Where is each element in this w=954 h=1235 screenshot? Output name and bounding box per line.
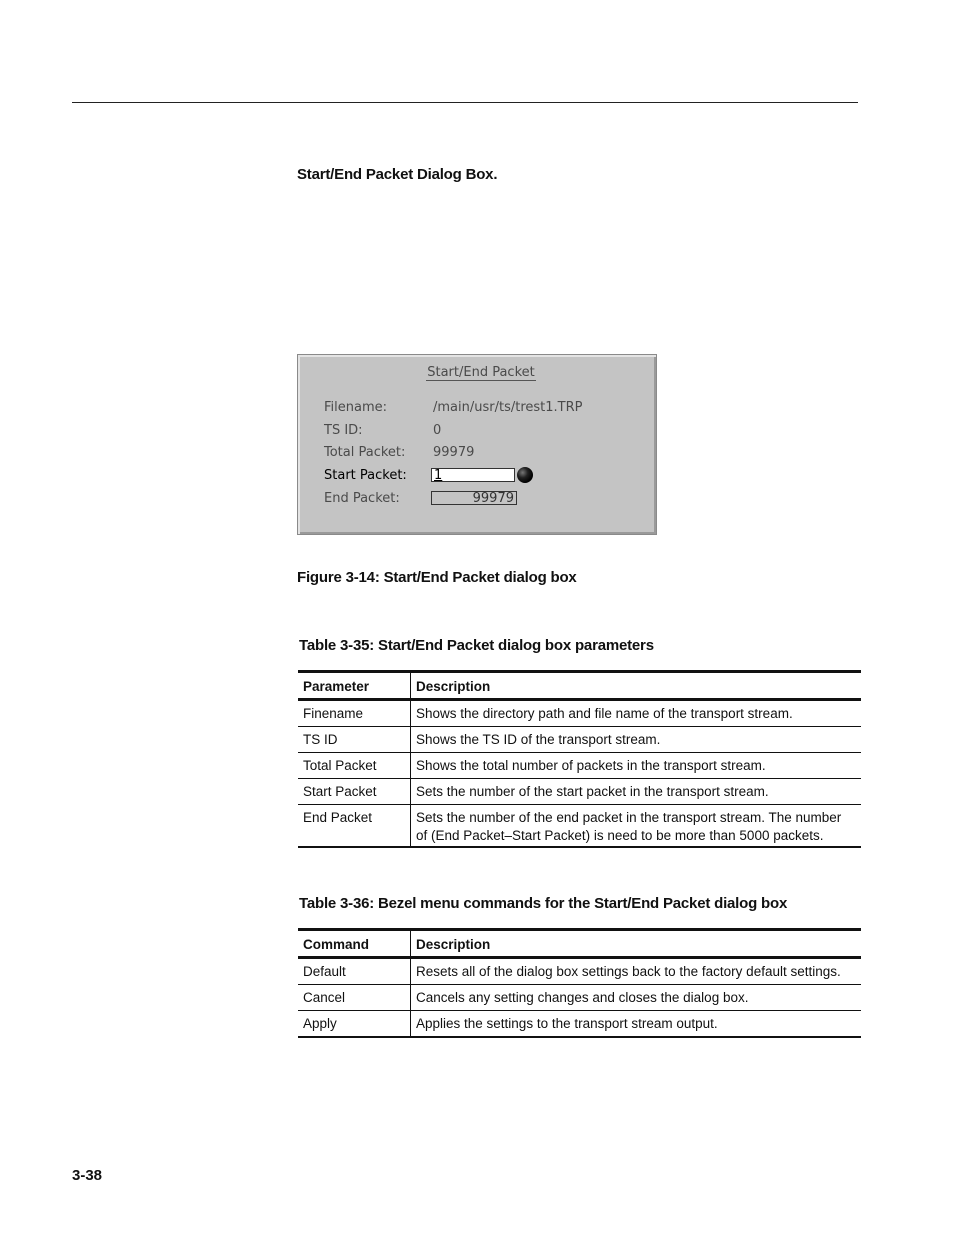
table-row	[298, 753, 861, 779]
table2-title: Table 3-36: Bezel menu commands for the Start/End Packet dialog box	[299, 895, 788, 912]
table-cell: Resets all of the dialog box settings back to the factory default settings.	[416, 964, 841, 979]
table-cell: Cancels any setting changes and closes the dialog box.	[416, 990, 749, 1005]
column-header: Description	[416, 679, 491, 694]
figure-caption: Figure 3-14: Start/End Packet dialog box	[297, 569, 577, 586]
table-cell: Default	[298, 958, 411, 985]
table-cell: Sets the number of the start packet in the transport stream.	[416, 784, 769, 799]
table-cell: End Packet	[298, 805, 411, 848]
table-cell: Shows the directory path and file name of the transport stream.	[416, 706, 793, 721]
dialog-title: Start/End Packet	[427, 365, 535, 380]
end-packet-field: 99979	[431, 491, 517, 505]
table-cell: Total Packet	[298, 753, 411, 779]
table-row	[298, 727, 861, 753]
knob-icon	[517, 467, 533, 483]
section-heading: Start/End Packet Dialog Box.	[297, 166, 498, 183]
table-cell: Cancel	[298, 985, 411, 1011]
bezel-commands-table	[298, 928, 861, 1038]
table-cell: Shows the total number of packets in the transport stream.	[416, 758, 766, 773]
table-row	[298, 985, 861, 1011]
table-header-row	[298, 930, 861, 958]
table-row	[298, 779, 861, 805]
table1-title: Table 3-35: Start/End Packet dialog box parameters	[299, 637, 654, 654]
column-header: Parameter	[298, 672, 411, 700]
total-packet-value: 99979	[433, 445, 475, 460]
table-header-row	[298, 672, 861, 700]
table-cell: Sets the number of the end packet in the transport stream. The number of (End Packet–Start Packet) is need to be more than 5000 packets.	[416, 810, 842, 843]
start-end-packet-dialog-figure	[297, 354, 657, 535]
end-packet-label: End Packet:	[324, 491, 400, 506]
table-cell: Applies the settings to the transport stream output.	[416, 1016, 718, 1031]
ts-id-label: TS ID:	[324, 423, 363, 438]
total-packet-label: Total Packet:	[324, 445, 406, 460]
column-header: Command	[298, 930, 411, 958]
table-cell: Shows the TS ID of the transport stream.	[416, 732, 661, 747]
ts-id-value: 0	[433, 423, 442, 438]
column-header: Description	[416, 937, 491, 952]
table-row	[298, 958, 861, 985]
start-packet-label: Start Packet:	[324, 468, 407, 483]
table-row	[298, 805, 861, 848]
table-cell: Start Packet	[298, 779, 411, 805]
table-cell: TS ID	[298, 727, 411, 753]
table-row	[298, 700, 861, 727]
filename-value: /main/usr/ts/trest1.TRP	[433, 400, 583, 415]
table-row	[298, 1011, 861, 1038]
start-packet-field: 1	[431, 468, 515, 482]
table-cell: Apply	[298, 1011, 411, 1038]
parameters-table	[298, 670, 861, 848]
page-number: 3-38	[72, 1167, 103, 1184]
filename-label: Filename:	[324, 400, 388, 415]
table-cell: Finename	[298, 700, 411, 727]
header-rule	[72, 102, 858, 103]
